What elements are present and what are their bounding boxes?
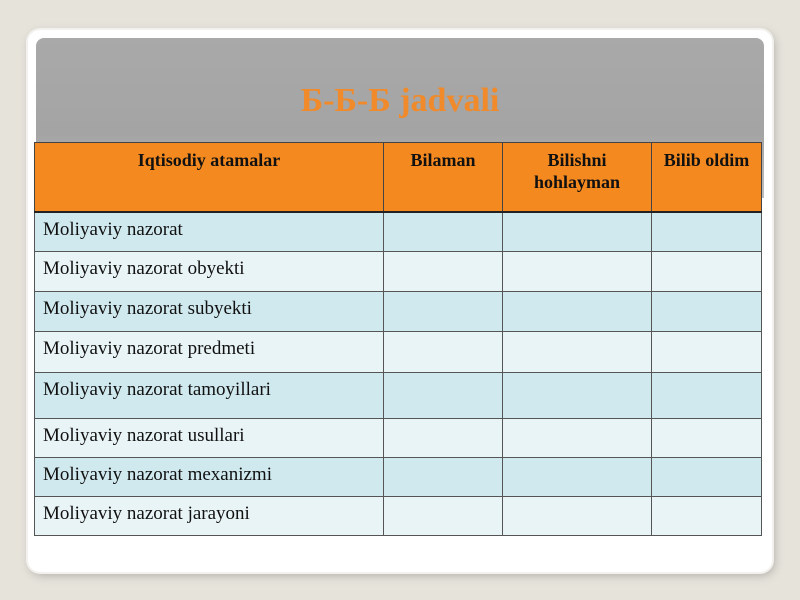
want-to-know-cell[interactable] bbox=[503, 372, 652, 418]
know-cell[interactable] bbox=[384, 251, 503, 291]
want-to-know-cell[interactable] bbox=[503, 291, 652, 331]
column-header-terms: Iqtisodiy atamalar bbox=[35, 143, 384, 213]
bbb-table bbox=[34, 142, 762, 536]
know-cell[interactable] bbox=[384, 418, 503, 457]
table-row bbox=[35, 457, 762, 496]
learned-cell[interactable] bbox=[652, 457, 762, 496]
column-header-want-to-know: Bilishni hohlayman bbox=[503, 143, 652, 213]
table-row bbox=[35, 291, 762, 331]
learned-cell[interactable] bbox=[652, 418, 762, 457]
term-cell: Moliyaviy nazorat predmeti bbox=[35, 331, 384, 372]
table-row bbox=[35, 251, 762, 291]
term-cell: Moliyaviy nazorat usullari bbox=[35, 418, 384, 457]
term-cell: Moliyaviy nazorat subyekti bbox=[35, 291, 384, 331]
learned-cell[interactable] bbox=[652, 291, 762, 331]
learned-cell[interactable] bbox=[652, 372, 762, 418]
know-cell[interactable] bbox=[384, 372, 503, 418]
term-cell: Moliyaviy nazorat mexanizmi bbox=[35, 457, 384, 496]
table-row bbox=[35, 496, 762, 535]
know-cell[interactable] bbox=[384, 291, 503, 331]
table-row bbox=[35, 331, 762, 372]
slide-title: Б-Б-Б jadvali bbox=[300, 82, 500, 119]
know-cell[interactable] bbox=[384, 212, 503, 251]
learned-cell[interactable] bbox=[652, 496, 762, 535]
want-to-know-cell[interactable] bbox=[503, 212, 652, 251]
learned-cell[interactable] bbox=[652, 212, 762, 251]
want-to-know-cell[interactable] bbox=[503, 331, 652, 372]
know-cell[interactable] bbox=[384, 331, 503, 372]
know-cell[interactable] bbox=[384, 457, 503, 496]
table-row bbox=[35, 212, 762, 251]
want-to-know-cell[interactable] bbox=[503, 418, 652, 457]
learned-cell[interactable] bbox=[652, 251, 762, 291]
table-row bbox=[35, 372, 762, 418]
want-to-know-cell[interactable] bbox=[503, 251, 652, 291]
column-header-learned: Bilib oldim bbox=[652, 143, 762, 213]
term-cell: Moliyaviy nazorat jarayoni bbox=[35, 496, 384, 535]
column-header-know: Bilaman bbox=[384, 143, 503, 213]
term-cell: Moliyaviy nazorat obyekti bbox=[35, 251, 384, 291]
table-header-row bbox=[35, 143, 762, 213]
term-cell: Moliyaviy nazorat tamoyillari bbox=[35, 372, 384, 418]
table-row bbox=[35, 418, 762, 457]
want-to-know-cell[interactable] bbox=[503, 457, 652, 496]
learned-cell[interactable] bbox=[652, 331, 762, 372]
know-cell[interactable] bbox=[384, 496, 503, 535]
term-cell: Moliyaviy nazorat bbox=[35, 212, 384, 251]
want-to-know-cell[interactable] bbox=[503, 496, 652, 535]
